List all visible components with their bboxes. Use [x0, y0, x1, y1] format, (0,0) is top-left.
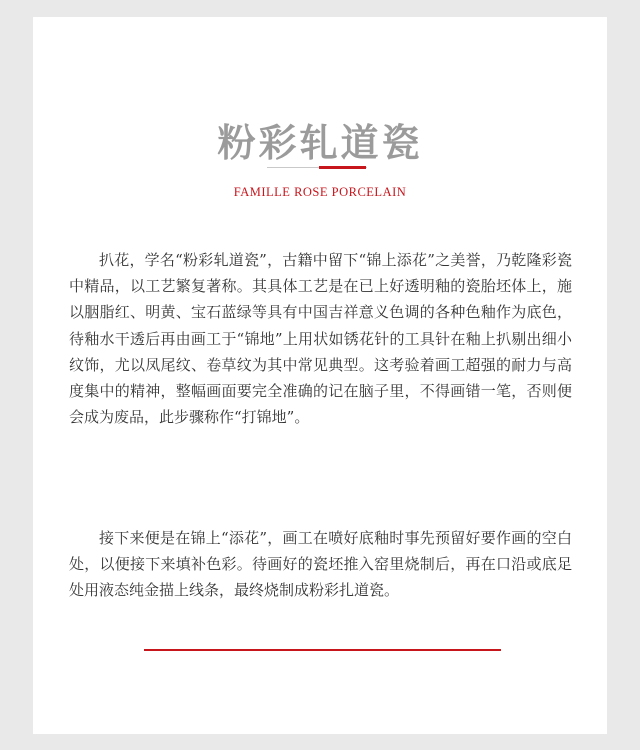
paragraph-1: 扒花，学名“粉彩轧道瓷”，古籍中留下“锦上添花”之美誉，乃乾隆彩瓷中精品，以工艺繁复著称。其具体工艺是在已上好透明釉的瓷胎坯体上，施以胭脂红、明黄、宝石蓝绿等具有中国吉祥意义色调的各种色釉作为底色，待釉水干透后再由画工于“锦地”上用状如锈花针的工具针在釉上扒剔出细小纹饰，尤以凤尾纹、卷草纹为其中常见典型。这考验着画工超强的耐力与高度集中的精神，整幅画面要完全准确的记在脑子里，不得画错一笔，否则便会成为废品，此步骤称作“打锦地”。 — [69, 251, 572, 427]
paragraph-2: 接下来便是在锦上“添花”，画工在喷好底釉时事先预留好要作画的空白处，以便接下来填补色彩。待画好的瓷坯推入窑里烧制后，再在口沿或底足处用液态纯金描上线条，最终烧制成粉彩扎道瓷。 — [69, 529, 572, 600]
bottom-divider — [144, 649, 501, 651]
article-card — [33, 17, 607, 734]
title-accent-bar — [319, 166, 366, 169]
page-title: 粉彩轧道瓷 — [217, 120, 423, 165]
page-subtitle: FAMILLE ROSE PORCELAIN — [233, 185, 407, 199]
